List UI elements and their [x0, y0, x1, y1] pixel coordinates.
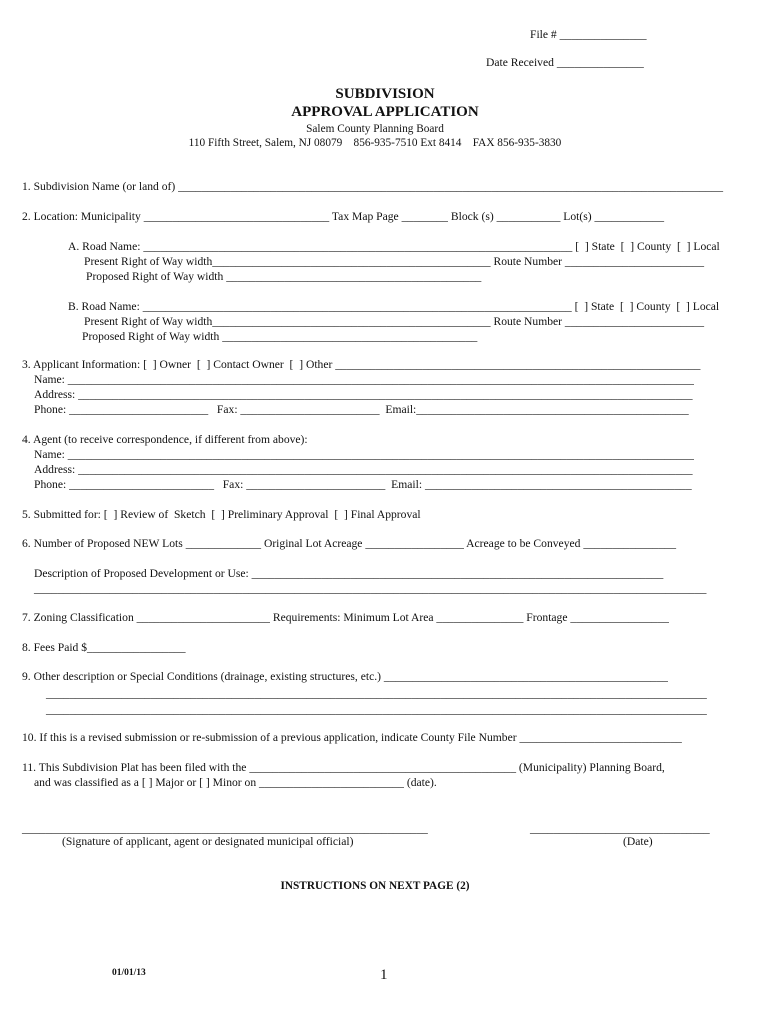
road-a-proposed-row-field[interactable]: Proposed Right of Way width ____________________________________________ [86, 270, 482, 283]
location-field[interactable]: 2. Location: Municipality ________________________________ Tax Map Page ________ Block (s) ___________ Lot(s) ____________ [22, 210, 665, 223]
special-conditions-line-2[interactable]: __________________________________________________________________________________________________________________ [46, 687, 707, 700]
date-line[interactable]: _______________________________ [530, 822, 710, 835]
applicant-address-field[interactable]: Address: __________________________________________________________________________________________________________ [34, 388, 693, 401]
fees-paid-field[interactable]: 8. Fees Paid $_________________ [22, 641, 186, 654]
signature-label: (Signature of applicant, agent or designated municipal official) [62, 835, 354, 848]
agent-address-field[interactable]: Address: __________________________________________________________________________________________________________ [34, 463, 693, 476]
board-name: Salem County Planning Board [306, 122, 444, 135]
county-file-number-field[interactable]: 10. If this is a revised submission or re-submission of a previous application, indicate County File Number ____________________________ [22, 731, 682, 744]
page-subtitle: APPROVAL APPLICATION [291, 104, 479, 120]
signature-line[interactable]: ______________________________________________________________________ [22, 822, 428, 835]
applicant-info-field[interactable]: 3. Applicant Information: [ ] Owner [ ] Contact Owner [ ] Other _______________________________________________________________ [22, 358, 701, 371]
plat-classification-field[interactable]: and was classified as a [ ] Major or [ ] Minor on _________________________ (date). [34, 776, 437, 789]
subdivision-name-field[interactable]: 1. Subdivision Name (or land of) ______________________________________________________________________________________________ [22, 180, 724, 193]
file-number-field: File # _______________ [530, 28, 647, 41]
page-title: SUBDIVISION [335, 86, 435, 102]
special-conditions-field[interactable]: 9. Other description or Special Conditions (drainage, existing structures, etc.) _________________________________________________ [22, 670, 668, 683]
revision-date: 01/01/13 [112, 968, 146, 978]
board-address: 110 Fifth Street, Salem, NJ 08079 856-935-7510 Ext 8414 FAX 856-935-3830 [188, 136, 562, 149]
zoning-field[interactable]: 7. Zoning Classification _______________________ Requirements: Minimum Lot Area _______________ Frontage _________________ [22, 611, 669, 624]
date-received-field: Date Received _______________ [486, 56, 644, 69]
applicant-contact-field[interactable]: Phone: ________________________ Fax: ________________________ Email:_______________________________________________ [34, 403, 689, 416]
agent-heading: 4. Agent (to receive correspondence, if different from above): [22, 433, 308, 446]
special-conditions-line-3[interactable]: __________________________________________________________________________________________________________________ [46, 703, 707, 716]
instructions-note: INSTRUCTIONS ON NEXT PAGE (2) [280, 879, 470, 892]
agent-name-field[interactable]: Name: ____________________________________________________________________________________________________________ [34, 448, 694, 461]
road-a-present-row-field[interactable]: Present Right of Way width________________________________________________ Route Number ________________________ [84, 255, 705, 268]
description-line-2[interactable]: ____________________________________________________________________________________________________________________ [34, 582, 707, 595]
page-number: 1 [380, 967, 388, 983]
submitted-for-field[interactable]: 5. Submitted for: [ ] Review of Sketch [ ] Preliminary Approval [ ] Final Approval [22, 508, 421, 521]
road-a-name-field[interactable]: A. Road Name: __________________________________________________________________________ [ ] State [ ] County [ ] Local [68, 240, 720, 253]
plat-filed-field[interactable]: 11. This Subdivision Plat has been filed with the ______________________________________________ (Municipality) Planning Board, [22, 761, 665, 774]
road-b-name-field[interactable]: B. Road Name: __________________________________________________________________________ [ ] State [ ] County [ ] Local [68, 300, 720, 313]
applicant-name-field[interactable]: Name: ____________________________________________________________________________________________________________ [34, 373, 694, 386]
road-b-present-row-field[interactable]: Present Right of Way width________________________________________________ Route Number ________________________ [84, 315, 705, 328]
road-b-proposed-row-field[interactable]: Proposed Right of Way width ____________________________________________ [82, 330, 478, 343]
proposed-lots-field[interactable]: 6. Number of Proposed NEW Lots _____________ Original Lot Acreage _________________ Acreage to be Conveyed ________________ [22, 537, 677, 550]
agent-contact-field[interactable]: Phone: _________________________ Fax: ________________________ Email: ______________________________________________ [34, 478, 692, 491]
date-label: (Date) [623, 835, 653, 848]
description-field[interactable]: Description of Proposed Development or Use: _______________________________________________________________________ [34, 567, 664, 580]
